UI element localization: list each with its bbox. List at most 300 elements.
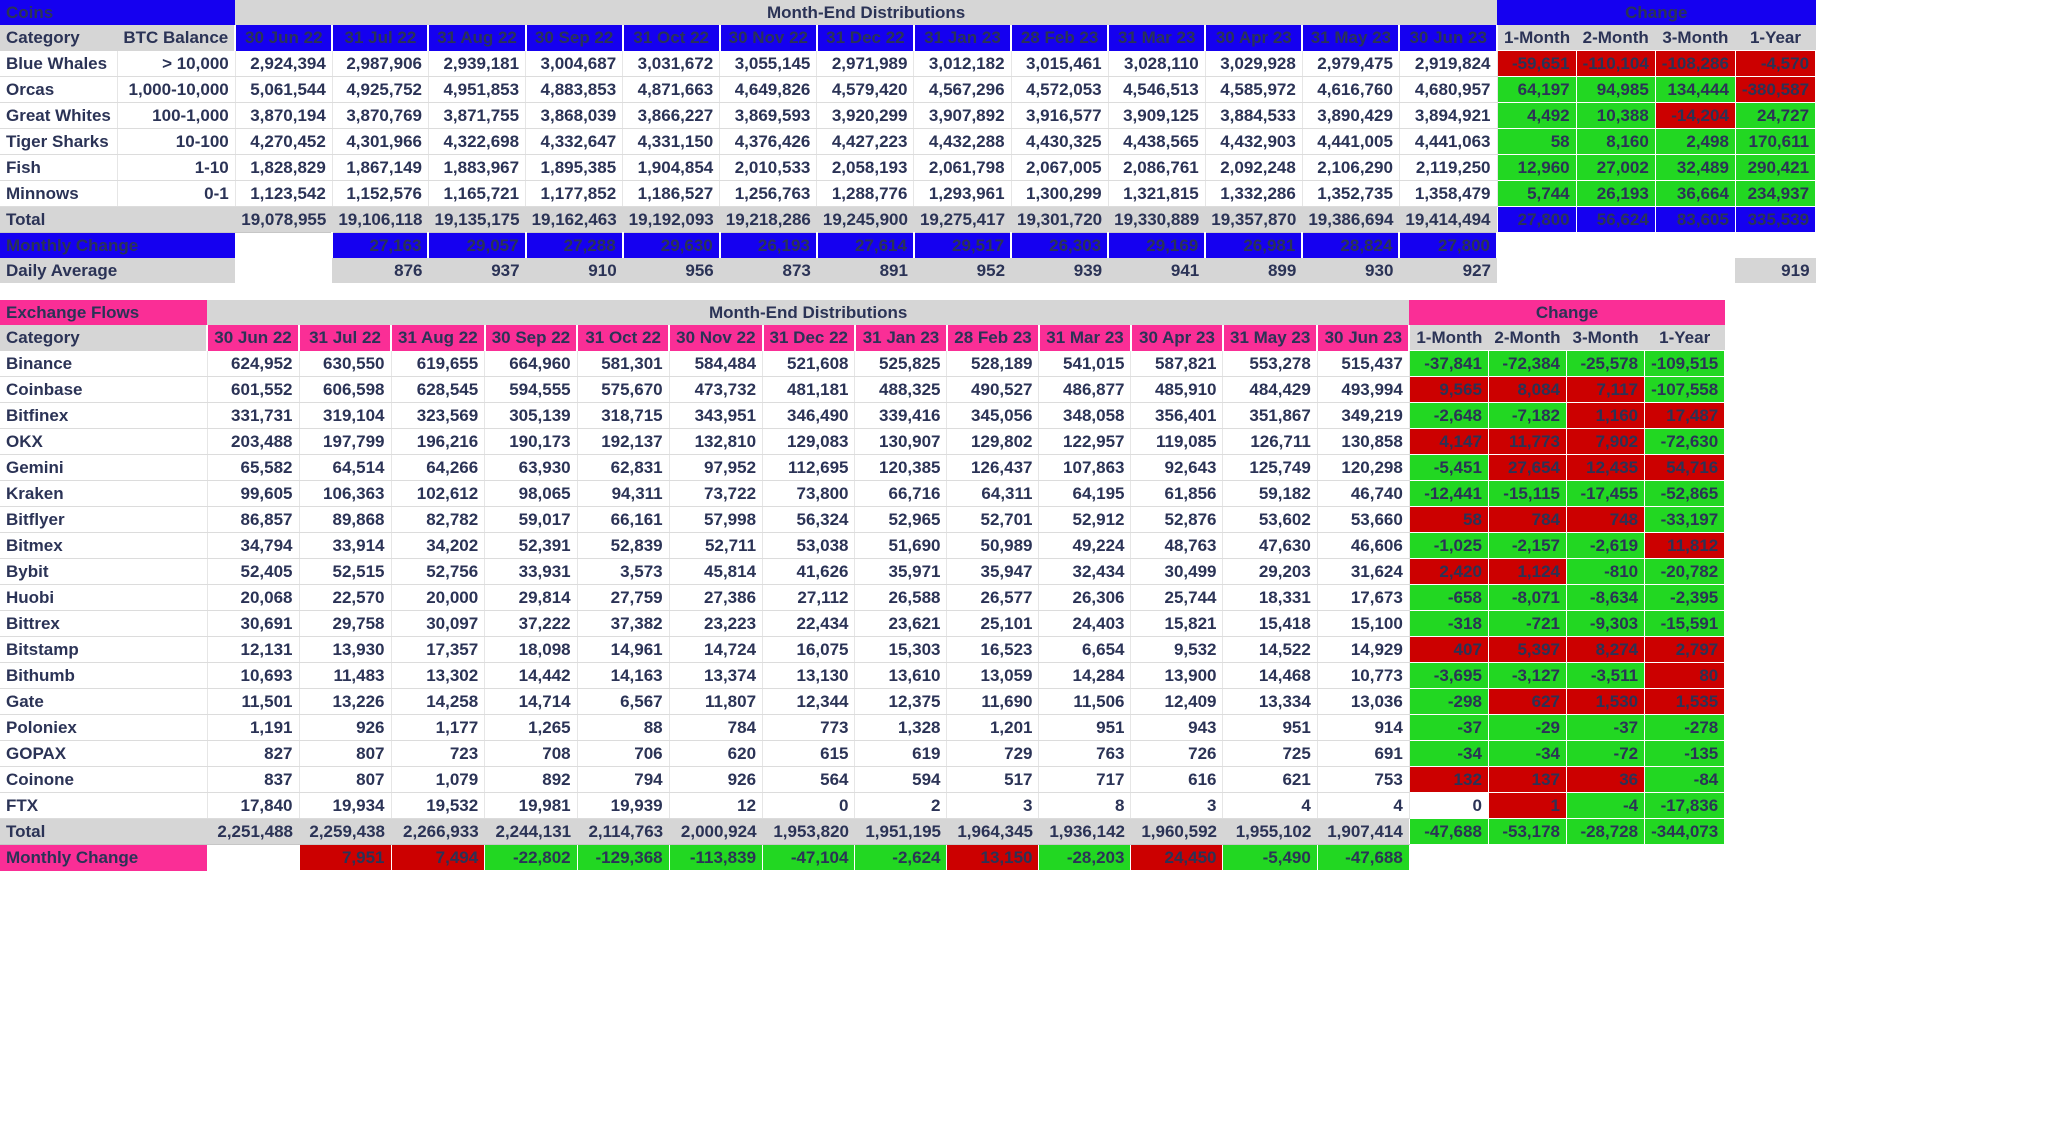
exchanges-date-header-11[interactable]: 31 May 23 bbox=[1223, 325, 1317, 351]
coins-daily-average-7: 952 bbox=[914, 258, 1011, 283]
coins-cell-4-2: 1,883,967 bbox=[428, 155, 525, 181]
exchanges-total-5: 2,000,924 bbox=[669, 819, 762, 845]
exchanges-cell-12-10: 13,900 bbox=[1131, 663, 1223, 689]
coins-change-2-1: 10,388 bbox=[1576, 103, 1655, 129]
coins-cell-4-8: 2,067,005 bbox=[1011, 155, 1108, 181]
exchanges-change-7-0: -1,025 bbox=[1409, 533, 1488, 559]
exchanges-cell-17-9: 8 bbox=[1039, 793, 1131, 819]
coins-daily-average-pad-2 bbox=[1655, 258, 1735, 283]
exchanges-cell-3-12: 130,858 bbox=[1317, 429, 1409, 455]
coins-date-header-12[interactable]: 30 Jun 23 bbox=[1399, 25, 1497, 51]
coins-monthly-change-pad-2 bbox=[1655, 233, 1735, 259]
coins-cell-5-2: 1,165,721 bbox=[428, 181, 525, 207]
exchanges-cell-10-11: 15,418 bbox=[1223, 611, 1317, 637]
exchanges-change-3-1: 11,773 bbox=[1488, 429, 1566, 455]
exchanges-cell-9-1: 22,570 bbox=[299, 585, 391, 611]
exchanges-cell-5-8: 64,311 bbox=[947, 481, 1039, 507]
coins-col-category: Category bbox=[0, 25, 117, 51]
coins-cell-0-7: 3,012,182 bbox=[914, 51, 1011, 77]
exchanges-cell-15-10: 726 bbox=[1131, 741, 1223, 767]
exchanges-title-row bbox=[0, 300, 1725, 325]
exchanges-cell-12-7: 13,610 bbox=[855, 663, 947, 689]
coins-total-11: 19,386,694 bbox=[1302, 207, 1399, 233]
coins-cell-5-7: 1,293,961 bbox=[914, 181, 1011, 207]
exchanges-cell-14-8: 1,201 bbox=[947, 715, 1039, 741]
coins-date-header-1[interactable]: 31 Jul 22 bbox=[332, 25, 428, 51]
coins-cell-4-11: 2,106,290 bbox=[1302, 155, 1399, 181]
coins-header-row bbox=[0, 25, 1816, 51]
exchanges-change-header-0[interactable]: 1-Month bbox=[1409, 325, 1488, 351]
coins-cell-2-10: 3,884,533 bbox=[1205, 103, 1302, 129]
exchanges-change-17-2: -4 bbox=[1567, 793, 1645, 819]
exchanges-cell-10-9: 24,403 bbox=[1039, 611, 1131, 637]
exchanges-change-header-3[interactable]: 1-Year bbox=[1645, 325, 1725, 351]
exchanges-cell-2-5: 343,951 bbox=[669, 403, 762, 429]
coins-change-5-3: 234,937 bbox=[1735, 181, 1815, 207]
coins-cell-0-6: 2,971,989 bbox=[817, 51, 914, 77]
exchanges-monthly-change-pad-2 bbox=[1567, 845, 1645, 871]
exchanges-change-2-2: 1,160 bbox=[1567, 403, 1645, 429]
exchanges-cell-1-5: 473,732 bbox=[669, 377, 762, 403]
exchanges-change-13-0: -298 bbox=[1409, 689, 1488, 715]
exchanges-total-8: 1,964,345 bbox=[947, 819, 1039, 845]
exchanges-total-11: 1,955,102 bbox=[1223, 819, 1317, 845]
exchanges-change-7-1: -2,157 bbox=[1488, 533, 1566, 559]
exchanges-cell-15-5: 620 bbox=[669, 741, 762, 767]
exchanges-change-6-1: 784 bbox=[1488, 507, 1566, 533]
coins-total-5: 19,218,286 bbox=[720, 207, 817, 233]
exchanges-cell-6-10: 52,876 bbox=[1131, 507, 1223, 533]
exchanges-cell-4-8: 126,437 bbox=[947, 455, 1039, 481]
exchanges-cell-3-10: 119,085 bbox=[1131, 429, 1223, 455]
coins-cell-5-11: 1,352,735 bbox=[1302, 181, 1399, 207]
exchanges-cell-7-8: 50,989 bbox=[947, 533, 1039, 559]
coins-date-header-2[interactable]: 31 Aug 22 bbox=[428, 25, 525, 51]
exchanges-total-3: 2,244,131 bbox=[485, 819, 577, 845]
exchanges-cell-0-4: 581,301 bbox=[577, 351, 669, 377]
exchanges-cell-6-6: 56,324 bbox=[763, 507, 855, 533]
coins-date-header-6[interactable]: 31 Dec 22 bbox=[817, 25, 914, 51]
coins-row-balance-4: 1-10 bbox=[117, 155, 235, 181]
exchanges-cell-4-7: 120,385 bbox=[855, 455, 947, 481]
exchanges-cell-13-9: 11,506 bbox=[1039, 689, 1131, 715]
exchanges-cell-13-1: 13,226 bbox=[299, 689, 391, 715]
coins-cell-5-10: 1,332,286 bbox=[1205, 181, 1302, 207]
exchanges-total-12: 1,907,414 bbox=[1317, 819, 1409, 845]
coins-cell-5-6: 1,288,776 bbox=[817, 181, 914, 207]
exchanges-cell-14-5: 784 bbox=[669, 715, 762, 741]
exchanges-cell-13-6: 12,344 bbox=[763, 689, 855, 715]
exchanges-cell-3-0: 203,488 bbox=[207, 429, 299, 455]
exchanges-cell-9-6: 27,112 bbox=[763, 585, 855, 611]
exchanges-monthly-change-label: Monthly Change bbox=[0, 845, 207, 871]
exchanges-cell-11-10: 9,532 bbox=[1131, 637, 1223, 663]
coins-cell-3-8: 4,430,325 bbox=[1011, 129, 1108, 155]
table-row bbox=[0, 559, 1725, 585]
exchanges-total-change-1: -53,178 bbox=[1488, 819, 1566, 845]
exchanges-date-header-2[interactable]: 31 Aug 22 bbox=[391, 325, 485, 351]
exchanges-date-header-1[interactable]: 31 Jul 22 bbox=[299, 325, 391, 351]
exchanges-change-11-2: 8,274 bbox=[1567, 637, 1645, 663]
exchanges-monthly-change-6: -47,104 bbox=[763, 845, 855, 871]
exchanges-change-0-0: -37,841 bbox=[1409, 351, 1488, 377]
coins-cell-4-3: 1,895,385 bbox=[526, 155, 623, 181]
exchanges-change-15-2: -72 bbox=[1567, 741, 1645, 767]
coins-change-3-0: 58 bbox=[1497, 129, 1576, 155]
table-row bbox=[0, 637, 1725, 663]
coins-cell-0-3: 3,004,687 bbox=[526, 51, 623, 77]
exchanges-cell-12-4: 14,163 bbox=[577, 663, 669, 689]
exchanges-cell-15-12: 691 bbox=[1317, 741, 1409, 767]
exchanges-cell-7-2: 34,202 bbox=[391, 533, 485, 559]
table-row bbox=[0, 533, 1725, 559]
table-row bbox=[0, 715, 1725, 741]
coins-daily-average-row bbox=[0, 258, 1816, 283]
exchanges-cell-14-12: 914 bbox=[1317, 715, 1409, 741]
exchanges-cell-11-8: 16,523 bbox=[947, 637, 1039, 663]
exchanges-row-category-12: Bithumb bbox=[0, 663, 207, 689]
table-row bbox=[0, 51, 1816, 77]
exchanges-cell-1-6: 481,181 bbox=[763, 377, 855, 403]
exchanges-col-category: Category bbox=[0, 325, 207, 351]
coins-cell-3-5: 4,376,426 bbox=[720, 129, 817, 155]
exchanges-date-header-8[interactable]: 28 Feb 23 bbox=[947, 325, 1039, 351]
exchanges-cell-9-0: 20,068 bbox=[207, 585, 299, 611]
exchanges-cell-3-4: 192,137 bbox=[577, 429, 669, 455]
exchanges-change-14-0: -37 bbox=[1409, 715, 1488, 741]
exchanges-cell-11-11: 14,522 bbox=[1223, 637, 1317, 663]
exchanges-cell-0-2: 619,655 bbox=[391, 351, 485, 377]
exchanges-cell-0-3: 664,960 bbox=[485, 351, 577, 377]
coins-cell-5-4: 1,186,527 bbox=[623, 181, 720, 207]
exchanges-monthly-change-12: -47,688 bbox=[1317, 845, 1409, 871]
exchanges-cell-16-11: 621 bbox=[1223, 767, 1317, 793]
exchanges-date-header-12[interactable]: 30 Jun 23 bbox=[1317, 325, 1409, 351]
exchanges-cell-8-5: 45,814 bbox=[669, 559, 762, 585]
exchanges-cell-13-12: 13,036 bbox=[1317, 689, 1409, 715]
exchanges-change-1-0: 9,565 bbox=[1409, 377, 1488, 403]
coins-change-1-0: 64,197 bbox=[1497, 77, 1576, 103]
exchanges-cell-0-11: 553,278 bbox=[1223, 351, 1317, 377]
exchanges-cell-7-3: 52,391 bbox=[485, 533, 577, 559]
exchanges-cell-6-8: 52,701 bbox=[947, 507, 1039, 533]
exchanges-cell-10-8: 25,101 bbox=[947, 611, 1039, 637]
coins-monthly-change-8: 26,303 bbox=[1011, 233, 1108, 259]
exchanges-change-2-3: 17,487 bbox=[1645, 403, 1725, 429]
coins-monthly-change-7: 29,517 bbox=[914, 233, 1011, 259]
exchanges-cell-6-1: 89,868 bbox=[299, 507, 391, 533]
coins-row-balance-5: 0-1 bbox=[117, 181, 235, 207]
exchanges-cell-15-1: 807 bbox=[299, 741, 391, 767]
exchanges-cell-13-4: 6,567 bbox=[577, 689, 669, 715]
exchanges-total-change-0: -47,688 bbox=[1409, 819, 1488, 845]
coins-cell-2-4: 3,866,227 bbox=[623, 103, 720, 129]
coins-cell-4-6: 2,058,193 bbox=[817, 155, 914, 181]
coins-row-category-2: Great Whites bbox=[0, 103, 117, 129]
exchanges-cell-16-1: 807 bbox=[299, 767, 391, 793]
exchanges-change-8-3: -20,782 bbox=[1645, 559, 1725, 585]
exchanges-cell-15-6: 615 bbox=[763, 741, 855, 767]
coins-cell-3-1: 4,301,966 bbox=[332, 129, 428, 155]
exchanges-cell-11-12: 14,929 bbox=[1317, 637, 1409, 663]
exchanges-cell-15-7: 619 bbox=[855, 741, 947, 767]
exchanges-cell-0-12: 515,437 bbox=[1317, 351, 1409, 377]
exchanges-change-header-2[interactable]: 3-Month bbox=[1567, 325, 1645, 351]
exchanges-date-header-9[interactable]: 31 Mar 23 bbox=[1039, 325, 1131, 351]
exchanges-cell-10-3: 37,222 bbox=[485, 611, 577, 637]
coins-total-7: 19,275,417 bbox=[914, 207, 1011, 233]
coins-cell-3-7: 4,432,288 bbox=[914, 129, 1011, 155]
exchanges-cell-16-5: 926 bbox=[669, 767, 762, 793]
exchanges-total-change-3: -344,073 bbox=[1645, 819, 1725, 845]
exchanges-row-category-5: Kraken bbox=[0, 481, 207, 507]
exchanges-cell-10-5: 23,223 bbox=[669, 611, 762, 637]
exchanges-cell-5-5: 73,722 bbox=[669, 481, 762, 507]
coins-cell-2-12: 3,894,921 bbox=[1399, 103, 1497, 129]
exchanges-date-header-0[interactable]: 30 Jun 22 bbox=[207, 325, 299, 351]
coins-row-balance-1: 1,000-10,000 bbox=[117, 77, 235, 103]
exchanges-cell-4-5: 97,952 bbox=[669, 455, 762, 481]
coins-change-2-3: 24,727 bbox=[1735, 103, 1815, 129]
exchanges-row-category-4: Gemini bbox=[0, 455, 207, 481]
coins-cell-0-9: 3,028,110 bbox=[1108, 51, 1205, 77]
coins-daily-average-3: 910 bbox=[526, 258, 623, 283]
coins-cell-3-10: 4,432,903 bbox=[1205, 129, 1302, 155]
exchanges-date-header-5[interactable]: 30 Nov 22 bbox=[669, 325, 762, 351]
exchanges-cell-16-2: 1,079 bbox=[391, 767, 485, 793]
exchanges-change-4-0: -5,451 bbox=[1409, 455, 1488, 481]
coins-date-header-11[interactable]: 31 May 23 bbox=[1302, 25, 1399, 51]
coins-monthly-change-2: 29,057 bbox=[428, 233, 525, 259]
exchanges-cell-15-0: 827 bbox=[207, 741, 299, 767]
exchanges-change-5-2: -17,455 bbox=[1567, 481, 1645, 507]
exchanges-cell-6-0: 86,857 bbox=[207, 507, 299, 533]
exchanges-cell-1-3: 594,555 bbox=[485, 377, 577, 403]
exchanges-cell-7-7: 51,690 bbox=[855, 533, 947, 559]
coins-monthly-change-10: 26,981 bbox=[1205, 233, 1302, 259]
coins-cell-2-2: 3,871,755 bbox=[428, 103, 525, 129]
coins-change-4-0: 12,960 bbox=[1497, 155, 1576, 181]
coins-change-4-2: 32,489 bbox=[1655, 155, 1735, 181]
exchanges-cell-17-4: 19,939 bbox=[577, 793, 669, 819]
exchanges-change-1-1: 8,084 bbox=[1488, 377, 1566, 403]
exchanges-cell-4-4: 62,831 bbox=[577, 455, 669, 481]
coins-date-header-5[interactable]: 30 Nov 22 bbox=[720, 25, 817, 51]
coins-date-header-10[interactable]: 30 Apr 23 bbox=[1205, 25, 1302, 51]
exchanges-cell-8-3: 33,931 bbox=[485, 559, 577, 585]
exchanges-change-header-1[interactable]: 2-Month bbox=[1488, 325, 1566, 351]
exchanges-row-category-16: Coinone bbox=[0, 767, 207, 793]
coins-cell-3-6: 4,427,223 bbox=[817, 129, 914, 155]
exchanges-cell-7-0: 34,794 bbox=[207, 533, 299, 559]
coins-cell-1-1: 4,925,752 bbox=[332, 77, 428, 103]
exchanges-change-title: Change bbox=[1409, 300, 1724, 325]
coins-row-category-0: Blue Whales bbox=[0, 51, 117, 77]
coins-cell-4-0: 1,828,829 bbox=[235, 155, 332, 181]
exchanges-cell-5-11: 59,182 bbox=[1223, 481, 1317, 507]
exchanges-monthly-change-pad-0 bbox=[1409, 845, 1488, 871]
exchanges-change-12-0: -3,695 bbox=[1409, 663, 1488, 689]
exchanges-cell-14-10: 943 bbox=[1131, 715, 1223, 741]
coins-cell-0-1: 2,987,906 bbox=[332, 51, 428, 77]
coins-row-category-4: Fish bbox=[0, 155, 117, 181]
coins-total-0: 19,078,955 bbox=[235, 207, 332, 233]
exchanges-change-0-1: -72,384 bbox=[1488, 351, 1566, 377]
exchanges-cell-2-1: 319,104 bbox=[299, 403, 391, 429]
exchanges-row-category-2: Bitfinex bbox=[0, 403, 207, 429]
exchanges-cell-3-8: 129,802 bbox=[947, 429, 1039, 455]
coins-date-header-9[interactable]: 31 Mar 23 bbox=[1108, 25, 1205, 51]
coins-change-3-1: 8,160 bbox=[1576, 129, 1655, 155]
coins-total-9: 19,330,889 bbox=[1108, 207, 1205, 233]
coins-total-4: 19,192,093 bbox=[623, 207, 720, 233]
coins-cell-1-10: 4,585,972 bbox=[1205, 77, 1302, 103]
coins-cell-0-0: 2,924,394 bbox=[235, 51, 332, 77]
exchanges-date-header-6[interactable]: 31 Dec 22 bbox=[763, 325, 855, 351]
coins-total-change-0: 27,800 bbox=[1497, 207, 1576, 233]
coins-date-header-4[interactable]: 31 Oct 22 bbox=[623, 25, 720, 51]
exchanges-cell-14-3: 1,265 bbox=[485, 715, 577, 741]
exchanges-cell-11-4: 14,961 bbox=[577, 637, 669, 663]
exchanges-total-7: 1,951,195 bbox=[855, 819, 947, 845]
exchanges-cell-7-11: 47,630 bbox=[1223, 533, 1317, 559]
exchanges-cell-8-7: 35,971 bbox=[855, 559, 947, 585]
coins-date-header-3[interactable]: 30 Sep 22 bbox=[526, 25, 623, 51]
coins-cell-1-12: 4,680,957 bbox=[1399, 77, 1497, 103]
coins-cell-2-9: 3,909,125 bbox=[1108, 103, 1205, 129]
exchanges-cell-16-8: 517 bbox=[947, 767, 1039, 793]
exchanges-cell-5-7: 66,716 bbox=[855, 481, 947, 507]
exchanges-cell-1-8: 490,527 bbox=[947, 377, 1039, 403]
coins-cell-3-12: 4,441,063 bbox=[1399, 129, 1497, 155]
coins-row-balance-2: 100-1,000 bbox=[117, 103, 235, 129]
exchanges-date-header-7[interactable]: 31 Jan 23 bbox=[855, 325, 947, 351]
coins-change-0-1: -110,104 bbox=[1576, 51, 1655, 77]
exchange-flows-table bbox=[0, 300, 1725, 871]
coins-change-header-3[interactable]: 1-Year bbox=[1735, 25, 1815, 51]
exchanges-cell-2-2: 323,569 bbox=[391, 403, 485, 429]
exchanges-cell-3-2: 196,216 bbox=[391, 429, 485, 455]
exchanges-cell-9-12: 17,673 bbox=[1317, 585, 1409, 611]
exchanges-change-5-1: -15,115 bbox=[1488, 481, 1566, 507]
coins-monthly-change-pad-3 bbox=[1735, 233, 1815, 259]
table-row bbox=[0, 481, 1725, 507]
exchanges-row-category-11: Bitstamp bbox=[0, 637, 207, 663]
exchanges-date-header-4[interactable]: 31 Oct 22 bbox=[577, 325, 669, 351]
exchanges-cell-14-9: 951 bbox=[1039, 715, 1131, 741]
coins-daily-average-1: 876 bbox=[332, 258, 428, 283]
exchanges-cell-6-11: 53,602 bbox=[1223, 507, 1317, 533]
table-row bbox=[0, 155, 1816, 181]
exchanges-cell-16-6: 564 bbox=[763, 767, 855, 793]
exchanges-cell-13-0: 11,501 bbox=[207, 689, 299, 715]
coins-cell-2-1: 3,870,769 bbox=[332, 103, 428, 129]
exchanges-change-6-3: -33,197 bbox=[1645, 507, 1725, 533]
coins-cell-1-5: 4,649,826 bbox=[720, 77, 817, 103]
exchanges-cell-6-5: 57,998 bbox=[669, 507, 762, 533]
coins-cell-0-10: 3,029,928 bbox=[1205, 51, 1302, 77]
exchanges-cell-12-1: 11,483 bbox=[299, 663, 391, 689]
exchanges-cell-1-2: 628,545 bbox=[391, 377, 485, 403]
coins-row-balance-0: > 10,000 bbox=[117, 51, 235, 77]
exchanges-date-header-3[interactable]: 30 Sep 22 bbox=[485, 325, 577, 351]
exchanges-row-category-10: Bittrex bbox=[0, 611, 207, 637]
coins-change-1-1: 94,985 bbox=[1576, 77, 1655, 103]
exchanges-cell-10-10: 15,821 bbox=[1131, 611, 1223, 637]
exchanges-change-10-1: -721 bbox=[1488, 611, 1566, 637]
table-row bbox=[0, 585, 1725, 611]
coins-daily-average-12: 927 bbox=[1399, 258, 1497, 283]
coins-monthly-change-3: 27,288 bbox=[526, 233, 623, 259]
coins-change-header-1[interactable]: 2-Month bbox=[1576, 25, 1655, 51]
exchanges-cell-1-7: 488,325 bbox=[855, 377, 947, 403]
exchanges-date-header-10[interactable]: 30 Apr 23 bbox=[1131, 325, 1223, 351]
exchanges-change-7-3: 11,812 bbox=[1645, 533, 1725, 559]
exchanges-monthly-change-3: -22,802 bbox=[485, 845, 577, 871]
exchanges-cell-8-9: 32,434 bbox=[1039, 559, 1131, 585]
exchanges-cell-17-3: 19,981 bbox=[485, 793, 577, 819]
coins-monthly-change-row bbox=[0, 233, 1816, 259]
exchanges-cell-2-6: 346,490 bbox=[763, 403, 855, 429]
exchanges-cell-12-3: 14,442 bbox=[485, 663, 577, 689]
exchanges-cell-7-4: 52,839 bbox=[577, 533, 669, 559]
exchanges-cell-0-9: 541,015 bbox=[1039, 351, 1131, 377]
coins-daily-average-9: 941 bbox=[1108, 258, 1205, 283]
coins-change-header-2[interactable]: 3-Month bbox=[1655, 25, 1735, 51]
exchanges-cell-17-8: 3 bbox=[947, 793, 1039, 819]
coins-monthly-change-1: 27,163 bbox=[332, 233, 428, 259]
exchanges-change-1-2: 7,117 bbox=[1567, 377, 1645, 403]
coins-daily-average-8: 939 bbox=[1011, 258, 1108, 283]
coins-daily-average-2: 937 bbox=[428, 258, 525, 283]
exchanges-cell-7-6: 53,038 bbox=[763, 533, 855, 559]
exchanges-cell-6-3: 59,017 bbox=[485, 507, 577, 533]
coins-date-header-0[interactable]: 30 Jun 22 bbox=[235, 25, 332, 51]
exchanges-monthly-change-9: -28,203 bbox=[1039, 845, 1131, 871]
exchanges-cell-8-12: 31,624 bbox=[1317, 559, 1409, 585]
exchanges-cell-11-6: 16,075 bbox=[763, 637, 855, 663]
exchanges-cell-9-8: 26,577 bbox=[947, 585, 1039, 611]
exchanges-total-9: 1,936,142 bbox=[1039, 819, 1131, 845]
coins-change-header-0[interactable]: 1-Month bbox=[1497, 25, 1576, 51]
coins-cell-3-11: 4,441,005 bbox=[1302, 129, 1399, 155]
exchanges-cell-10-2: 30,097 bbox=[391, 611, 485, 637]
coins-cell-1-7: 4,567,296 bbox=[914, 77, 1011, 103]
coins-cell-4-4: 1,904,854 bbox=[623, 155, 720, 181]
exchanges-cell-9-5: 27,386 bbox=[669, 585, 762, 611]
exchanges-cell-5-9: 64,195 bbox=[1039, 481, 1131, 507]
exchanges-row-category-17: FTX bbox=[0, 793, 207, 819]
coins-monthly-change-pad-0 bbox=[1497, 233, 1576, 259]
exchanges-change-10-2: -9,303 bbox=[1567, 611, 1645, 637]
exchanges-cell-8-4: 3,573 bbox=[577, 559, 669, 585]
coins-date-header-7[interactable]: 31 Jan 23 bbox=[914, 25, 1011, 51]
exchanges-cell-17-0: 17,840 bbox=[207, 793, 299, 819]
exchanges-cell-4-6: 112,695 bbox=[763, 455, 855, 481]
exchanges-cell-17-2: 19,532 bbox=[391, 793, 485, 819]
exchanges-cell-12-9: 14,284 bbox=[1039, 663, 1131, 689]
table-row bbox=[0, 103, 1816, 129]
coins-date-header-8[interactable]: 28 Feb 23 bbox=[1011, 25, 1108, 51]
exchanges-cell-17-6: 0 bbox=[763, 793, 855, 819]
exchanges-cell-2-8: 345,056 bbox=[947, 403, 1039, 429]
coins-cell-4-7: 2,061,798 bbox=[914, 155, 1011, 181]
coins-daily-average-pad-0 bbox=[1497, 258, 1576, 283]
exchanges-cell-3-11: 126,711 bbox=[1223, 429, 1317, 455]
coins-change-2-2: -14,204 bbox=[1655, 103, 1735, 129]
coins-cell-2-11: 3,890,429 bbox=[1302, 103, 1399, 129]
table-row bbox=[0, 793, 1725, 819]
